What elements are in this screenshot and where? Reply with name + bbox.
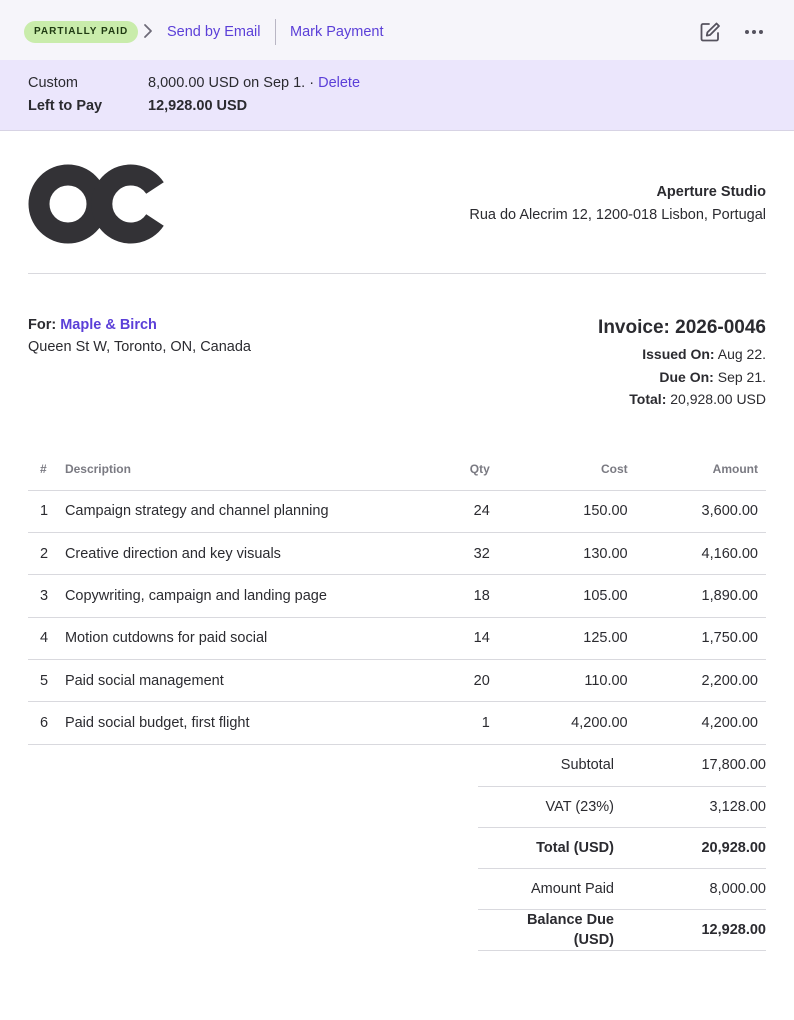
row-num: 4	[28, 617, 65, 659]
issued-on-value: Aug 22.	[717, 346, 766, 362]
row-qty: 20	[418, 660, 490, 702]
row-description: Creative direction and key visuals	[65, 532, 418, 574]
left-to-pay-label: Left to Pay	[28, 98, 103, 114]
payment-separator: ·	[309, 75, 315, 91]
balance-due-value: 12,928.00	[614, 909, 766, 950]
row-description: Paid social management	[65, 660, 418, 702]
due-on	[659, 369, 766, 385]
subtotal-label: Subtotal	[478, 745, 614, 786]
line-items-table	[28, 449, 766, 745]
row-description: Motion cutdowns for paid social	[65, 617, 418, 659]
table-row	[28, 617, 766, 659]
due-on-label: Due On:	[659, 369, 714, 385]
row-description: Campaign strategy and channel planning	[65, 490, 418, 532]
total-row	[478, 827, 766, 868]
row-amount: 1,750.00	[628, 617, 766, 659]
row-description: Paid social budget, first flight	[65, 702, 418, 744]
header-num: #	[28, 449, 65, 490]
header-cost: Cost	[490, 449, 628, 490]
amount-paid-row	[478, 868, 766, 909]
delete-payment-link[interactable]: Delete	[318, 75, 361, 91]
due-on-value: Sep 21.	[717, 369, 766, 385]
row-num: 6	[28, 702, 65, 744]
invoice-total-value: 20,928.00 USD	[670, 391, 766, 407]
totals-table	[478, 745, 766, 951]
chevron-right-icon	[142, 23, 154, 39]
client-address: Queen St W, Toronto, ON, Canada	[28, 339, 251, 355]
balance-due-label-line2: (USD)	[573, 931, 614, 948]
payment-method-label: Custom	[28, 75, 78, 91]
total-label: Total (USD)	[478, 827, 614, 868]
company-name: Aperture Studio	[656, 184, 766, 200]
row-amount: 4,200.00	[628, 702, 766, 744]
row-qty: 1	[418, 702, 490, 744]
invoice-total-label: Total:	[629, 391, 667, 407]
issued-on-label: Issued On:	[642, 346, 715, 362]
row-cost: 125.00	[490, 617, 628, 659]
edit-icon[interactable]	[698, 20, 722, 44]
table-header-row	[28, 449, 766, 490]
row-qty: 14	[418, 617, 490, 659]
vat-label: VAT (23%)	[478, 786, 614, 827]
row-description: Copywriting, campaign and landing page	[65, 575, 418, 617]
vat-row	[478, 786, 766, 827]
table-row	[28, 702, 766, 744]
row-num: 3	[28, 575, 65, 617]
header-amount: Amount	[628, 449, 766, 490]
vat-value: 3,128.00	[614, 786, 766, 827]
subtotal-value: 17,800.00	[614, 745, 766, 786]
amount-paid-value: 8,000.00	[614, 868, 766, 909]
row-qty: 32	[418, 532, 490, 574]
row-num: 5	[28, 660, 65, 702]
payment-summary-banner	[0, 60, 794, 131]
row-num: 1	[28, 490, 65, 532]
amount-paid-label: Amount Paid	[478, 868, 614, 909]
toolbar-divider	[275, 19, 276, 45]
invoice-total	[629, 391, 766, 407]
total-value: 20,928.00	[614, 827, 766, 868]
more-options-icon[interactable]	[742, 20, 766, 44]
header-description: Description	[65, 449, 418, 490]
for-label: For:	[28, 317, 57, 333]
row-qty: 18	[418, 575, 490, 617]
table-row	[28, 575, 766, 617]
subtotal-row	[478, 745, 766, 786]
company-address: Rua do Alecrim 12, 1200-018 Lisbon, Portugal	[469, 207, 766, 223]
status-badge: PARTIALLY PAID	[24, 21, 138, 43]
header-qty: Qty	[418, 449, 490, 490]
payment-entry	[148, 75, 360, 91]
invoice-toolbar	[0, 0, 794, 60]
row-cost: 110.00	[490, 660, 628, 702]
issued-on	[642, 346, 766, 362]
row-cost: 130.00	[490, 532, 628, 574]
row-amount: 4,160.00	[628, 532, 766, 574]
row-amount: 1,890.00	[628, 575, 766, 617]
balance-due-label-line1: Balance Due	[526, 911, 614, 928]
invoice-title: Invoice: 2026-0046	[598, 317, 766, 338]
row-qty: 24	[418, 490, 490, 532]
left-to-pay-value: 12,928.00 USD	[148, 98, 248, 114]
balance-due-label	[478, 909, 614, 950]
payment-amount-text: 8,000.00 USD on Sep 1.	[148, 75, 306, 91]
table-row	[28, 532, 766, 574]
row-cost: 4,200.00	[490, 702, 628, 744]
table-row	[28, 660, 766, 702]
row-amount: 3,600.00	[628, 490, 766, 532]
row-num: 2	[28, 532, 65, 574]
row-cost: 150.00	[490, 490, 628, 532]
header-divider	[28, 273, 766, 274]
mark-payment-button[interactable]: Mark Payment	[290, 24, 384, 40]
bill-to	[28, 317, 157, 333]
client-name-link[interactable]: Maple & Birch	[60, 317, 157, 333]
balance-due-row	[478, 909, 766, 950]
row-amount: 2,200.00	[628, 660, 766, 702]
company-logo	[28, 164, 164, 244]
send-by-email-button[interactable]: Send by Email	[167, 24, 261, 40]
row-cost: 105.00	[490, 575, 628, 617]
table-row	[28, 490, 766, 532]
